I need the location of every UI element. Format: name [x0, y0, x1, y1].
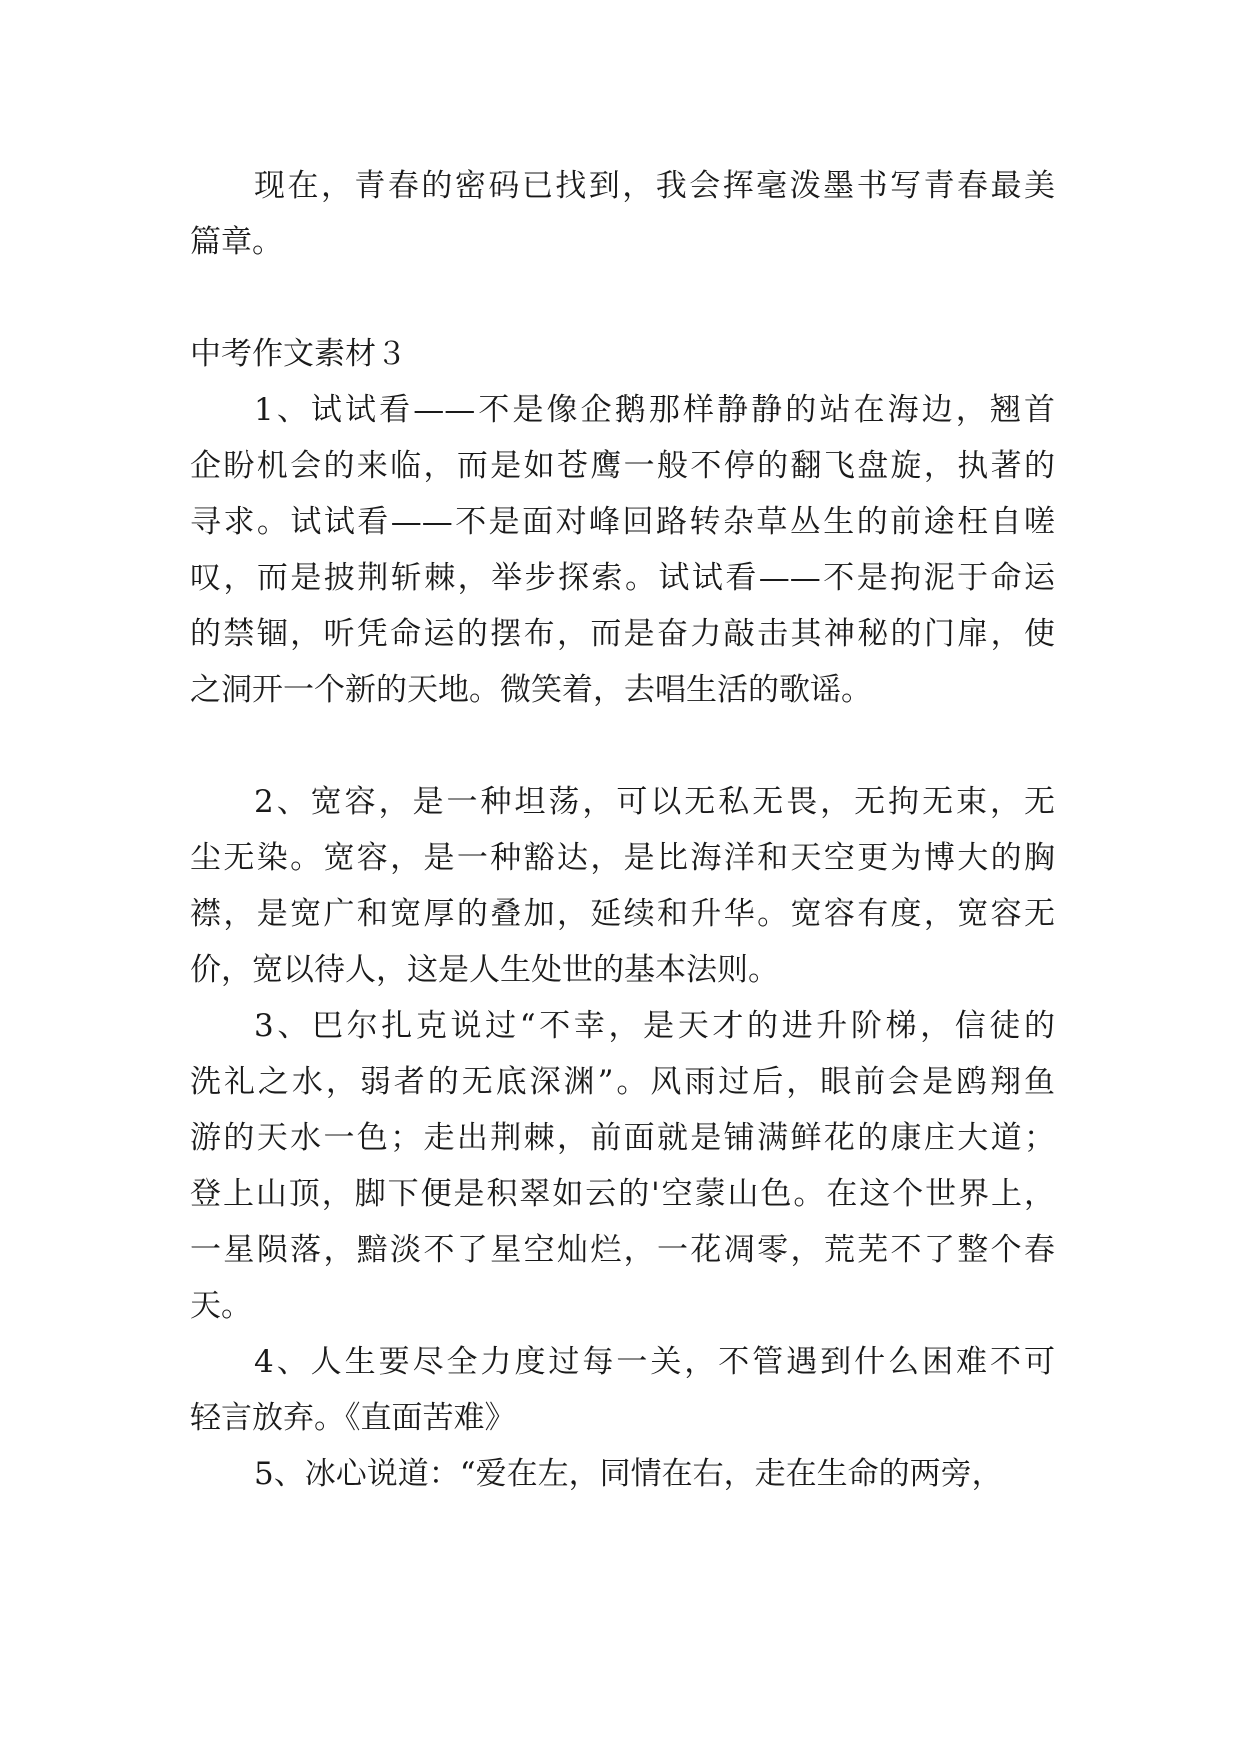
- paragraph-line: 4、人生要尽全力度过每一关，不管遇到什么困难不可: [254, 1344, 1055, 1380]
- paragraph-line: 洗礼之水，弱者的无底深渊”。风雨过后，眼前会是鸥翔鱼: [190, 1064, 1055, 1100]
- paragraph: [190, 774, 1055, 998]
- paragraph-line: 登上山顶，脚下便是积翠如云的'空蒙山色。在这个世界上，: [190, 1176, 1055, 1212]
- paragraph-line: 企盼机会的来临，而是如苍鹰一般不停的翻飞盘旋，执著的: [190, 448, 1055, 484]
- blank-line: [190, 718, 1055, 774]
- paragraph-line: 襟，是宽广和宽厚的叠加，延续和升华。宽容有度，宽容无: [190, 896, 1055, 932]
- paragraph-line: 尘无染。宽容，是一种豁达，是比海洋和天空更为博大的胸: [190, 840, 1055, 876]
- paragraph: [190, 1446, 1055, 1502]
- heading-text: 中考作文素材３: [190, 336, 407, 372]
- paragraph-line: 寻求。试试看——不是面对峰回路转杂草丛生的前途枉自嗟: [190, 504, 1055, 540]
- paragraph-line: 价，宽以待人，这是人生处世的基本法则。: [190, 952, 779, 988]
- paragraph-line: 3、巴尔扎克说过“不幸，是天才的进升阶梯，信徒的: [254, 1008, 1055, 1044]
- paragraph-line: 的禁锢，听凭命运的摆布，而是奋力敲击其神秘的门扉，使: [190, 616, 1055, 652]
- blank-line: [190, 270, 1055, 326]
- paragraph-line: 一星陨落，黯淡不了星空灿烂，一花凋零，荒芜不了整个春: [190, 1232, 1055, 1268]
- paragraph-line: 1、试试看——不是像企鹅那样静静的站在海边，翘首: [254, 392, 1055, 428]
- paragraph-line: 叹，而是披荆斩棘，举步探索。试试看——不是拘泥于命运: [190, 560, 1055, 596]
- paragraph-line: 之洞开一个新的天地。微笑着，去唱生活的歌谣。: [190, 672, 872, 708]
- paragraph: [190, 158, 1055, 270]
- paragraph-line: 篇章。: [190, 224, 283, 260]
- paragraph-line: 2、宽容，是一种坦荡，可以无私无畏，无拘无束，无: [254, 784, 1055, 820]
- paragraph: [190, 1334, 1055, 1446]
- paragraph-line: 天。: [190, 1288, 252, 1324]
- paragraph: [190, 998, 1055, 1334]
- paragraph-line: 现在，青春的密码已找到，我会挥毫泼墨书写青春最美: [254, 168, 1055, 204]
- section-heading: [190, 326, 1055, 382]
- document-page: [190, 158, 1055, 1502]
- paragraph-line: 游的天水一色；走出荆棘，前面就是铺满鲜花的康庄大道；: [190, 1120, 1055, 1156]
- paragraph: [190, 382, 1055, 718]
- paragraph-line: 轻言放弃。《直面苦难》: [190, 1400, 516, 1436]
- paragraph-line: 5、冰心说道：“爱在左，同情在右，走在生命的两旁，: [254, 1456, 1003, 1492]
